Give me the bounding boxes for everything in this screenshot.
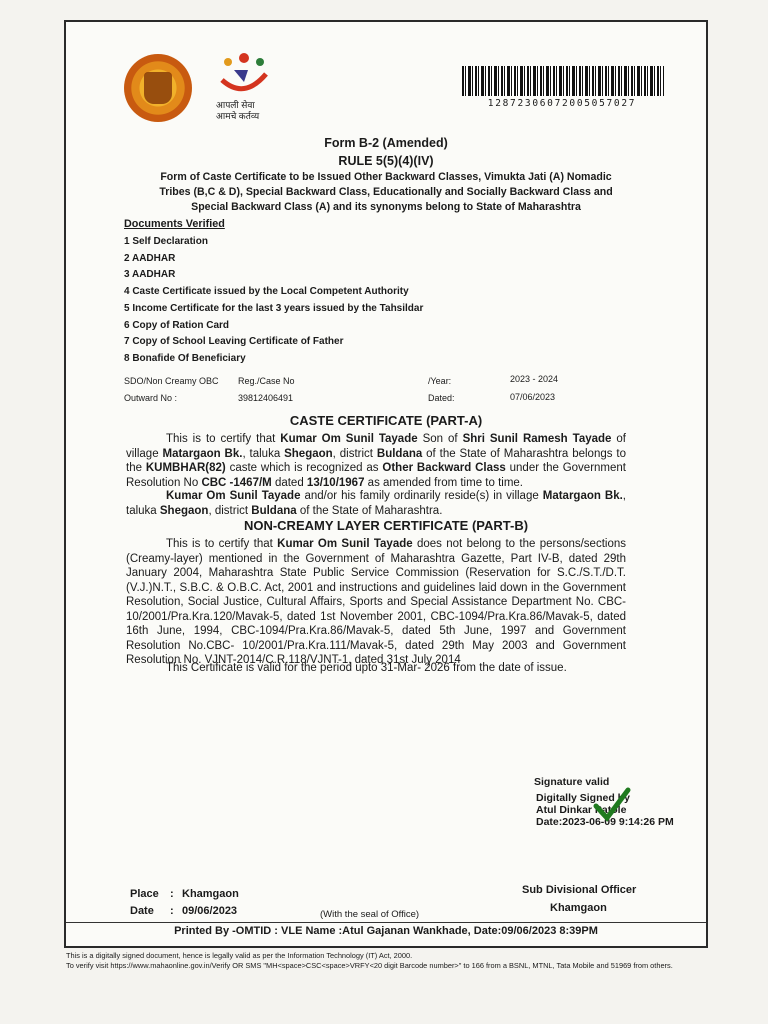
year-value: 2023 - 2024 — [510, 374, 559, 384]
officer-designation: Sub Divisional Officer — [522, 884, 637, 896]
digital-signature-block: Digitally Signed by Atul Dinkar Patole Date:2023-06-09 9:14:26 PM — [536, 792, 674, 828]
place-value: Khamgaon — [182, 888, 239, 900]
date-value: 09/06/2023 — [182, 905, 238, 917]
aaple-seva-tagline: आपली सेवा आमचे कर्तव्य — [216, 100, 260, 121]
dated-label: Dated: — [428, 393, 455, 403]
certificate-page — [64, 20, 708, 948]
form-description: Form of Caste Certificate to be Issued Other Backward Classes, Vimukta Jati (A) Nomadic Tribes (B,C & D), Special Backward Class, Educationally and Socially Backward Class and Special Backward Class (A) and its synonyms belong to State of Maharashtra — [159, 171, 613, 213]
seal-note: (With the seal of Office) — [320, 909, 420, 920]
part-b-heading: NON-CREAMY LAYER CERTIFICATE (PART-B) — [243, 518, 529, 533]
document-item: 1 Self Declaration — [124, 236, 208, 247]
document-item: 3 AADHAR — [124, 269, 176, 280]
place-label: Place — [130, 888, 159, 900]
printed-by: Printed By -OMTID : VLE Name :Atul Gajanan Wankhade, Date:09/06/2023 8:39PM — [174, 925, 598, 937]
barcode-number: 12872306072005057027 — [487, 98, 637, 109]
date-label: Date — [130, 905, 154, 917]
form-title: Form B-2 (Amended) — [324, 136, 448, 150]
document-item: 8 Bonafide Of Beneficiary — [124, 353, 246, 364]
document-item: 5 Income Certificate for the last 3 years issued by the Tahsildar — [124, 303, 424, 314]
outward-label: Outward No : — [124, 393, 178, 403]
signature-valid-label: Signature valid — [534, 776, 610, 788]
part-a-residence-paragraph: Kumar Om Sunil Tayade and/or his family ordinarily reside(s) in village Matargaon Bk., taluka Shegaon, district Buldana of the State of Maharashtra. — [126, 490, 626, 517]
place-colon: : — [170, 888, 174, 900]
validity-statement: This Certificate is valid for the period upto 31-Mar- 2026 from the date of issue. — [166, 662, 567, 674]
signature-valid-check-icon — [592, 786, 632, 826]
part-a-heading: CASTE CERTIFICATE (PART-A) — [289, 413, 483, 428]
legal-disclaimer: This is a digitally signed document, hence is legally valid as per the Information Technology (IT) Act, 2000. To verify visit https://www.mahaonline.gov.in/Verify OR SMS "MH<space>CSC<space>VRFY<20 digit Barcode number>" to 166 from a BSNL, MTNL, Tata Mobile and 51969 from others. — [66, 951, 673, 970]
part-b-paragraph: This is to certify that Kumar Om Sunil Tayade does not belong to the persons/sections (Creamy-layer) mentioned in the Government of Maharashtra Gazette, Part IV-B, dated 29th January 2004, Maharashtra State Public Service Commission (Reservation for S.C./S.T./D.T.(V.J.)N.T., S.B.C. & O.B.C. Act, 2001 and instructions and guidelines laid down in the Government Resolution, Social Justice, Cultural Affairs, Sports and Special Assistance Department No. CBC-10/2001/Pra.Kra.120/Mavak-5, dated 1st November 2001, CBC-1094/Pra.Kra.86/Mavak-5, dated 16th June, 1994, CBC-1094/Pra.Kra.86/Mavak-5, dated 5th June, 1997 and Government Resolution No.CBC- 10/2001/Pra.Kra.111/Mavak-5, dated 29th May 2003 and Government Resolution No. VJNT-2014/C.R.118/VJNT-1, dated 31st July 2014 — [126, 538, 626, 666]
barcode — [462, 66, 664, 96]
sdo-label: SDO/Non Creamy OBC — [124, 376, 219, 386]
document-item: 6 Copy of Ration Card — [124, 320, 230, 331]
document-item: 7 Copy of School Leaving Certificate of Father — [124, 336, 344, 347]
document-item: 4 Caste Certificate issued by the Local Competent Authority — [124, 286, 409, 297]
dated-value: 07/06/2023 — [510, 392, 556, 402]
footer-divider — [66, 922, 706, 923]
part-a-paragraph: This is to certify that Kumar Om Sunil Tayade Son of Shri Sunil Ramesh Tayade of village Matargaon Bk., taluka Shegaon, district Buldana of the State of Maharashtra belongs to the KUMBHAR(82) caste which is recognized as Other Backward Class under the Government Resolution No CBC -1467/M dated 13/10/1967 as amended from time to time. — [126, 433, 626, 489]
document-item: 2 AADHAR — [124, 253, 176, 264]
year-label: /Year: — [428, 376, 452, 386]
date-colon: : — [170, 905, 174, 917]
maharashtra-govt-seal-icon — [124, 54, 192, 122]
rule-title: RULE 5(5)(4)(IV) — [338, 154, 434, 168]
outward-value: 39812406491 — [238, 393, 294, 403]
documents-heading: Documents Verified — [124, 218, 225, 230]
officer-place: Khamgaon — [550, 902, 607, 914]
reg-case-label: Reg./Case No — [238, 376, 295, 386]
